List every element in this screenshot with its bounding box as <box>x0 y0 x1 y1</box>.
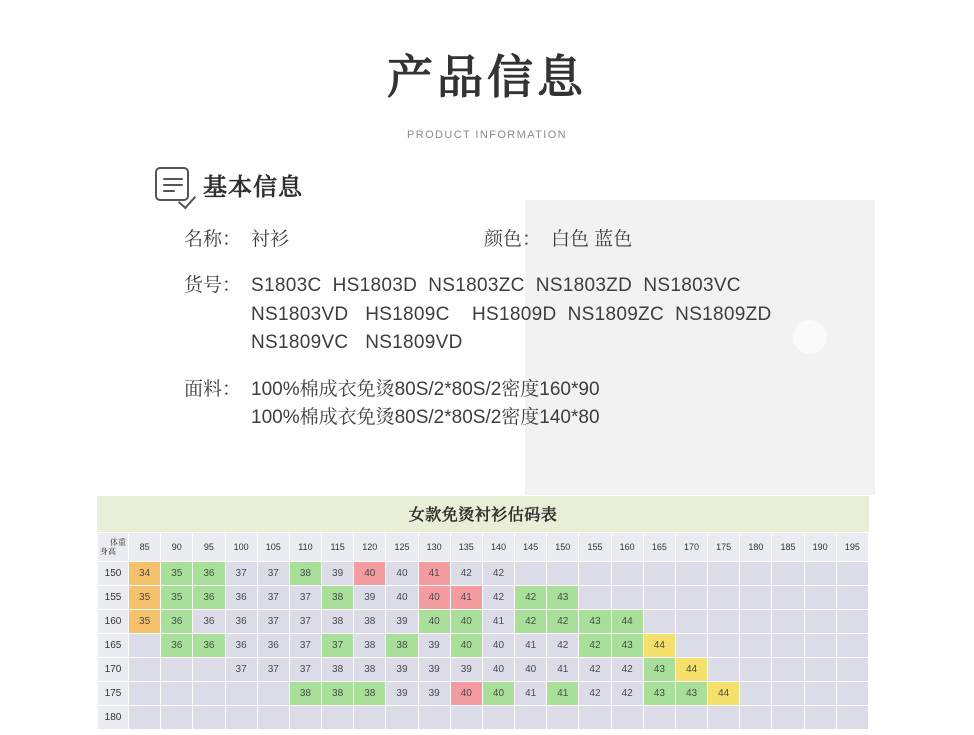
size-table-cell: 36 <box>257 634 289 658</box>
size-table-cell <box>804 634 836 658</box>
size-table-cell <box>225 706 257 730</box>
size-table-row-header: 175 <box>98 682 129 706</box>
size-table-cell: 40 <box>515 658 547 682</box>
size-table-cell: 43 <box>579 610 611 634</box>
size-table-cell <box>193 706 225 730</box>
size-table-cell: 43 <box>643 682 675 706</box>
size-table-cell: 42 <box>482 586 514 610</box>
color-value: 白色 蓝色 <box>551 228 633 250</box>
size-table-cell <box>772 562 804 586</box>
size-table-cell <box>740 586 772 610</box>
size-table-cell <box>675 586 707 610</box>
size-table-cell <box>643 706 675 730</box>
size-table-cell: 40 <box>450 682 482 706</box>
size-table-column-header: 170 <box>675 533 707 562</box>
size-table-cell <box>740 682 772 706</box>
size-table-cell <box>804 682 836 706</box>
size-table-section <box>97 496 869 730</box>
table-row <box>98 562 869 586</box>
size-table-cell <box>836 586 868 610</box>
table-row <box>98 634 869 658</box>
size-table-column-header: 155 <box>579 533 611 562</box>
size-table-cell <box>804 586 836 610</box>
size-table-cell <box>257 682 289 706</box>
size-table-cell <box>836 682 868 706</box>
size-table-column-header: 145 <box>515 533 547 562</box>
size-table-cell: 41 <box>547 658 579 682</box>
size-table-cell <box>354 706 386 730</box>
size-table-cell: 35 <box>129 610 161 634</box>
size-table-column-header: 185 <box>772 533 804 562</box>
size-table-cell <box>547 562 579 586</box>
size-table-cell <box>611 562 643 586</box>
size-table-cell: 35 <box>161 562 193 586</box>
size-table-cell <box>161 682 193 706</box>
size-table-cell <box>772 634 804 658</box>
size-table-cell: 38 <box>322 610 354 634</box>
size-table-cell <box>386 706 418 730</box>
size-table-cell: 39 <box>386 658 418 682</box>
table-row <box>98 706 869 730</box>
size-table-cell: 44 <box>675 658 707 682</box>
size-table-column-header: 125 <box>386 533 418 562</box>
size-table-column-header: 190 <box>804 533 836 562</box>
size-table-title: 女款免烫衬衫估码表 <box>97 496 869 532</box>
size-table-cell <box>547 706 579 730</box>
size-table-cell <box>225 682 257 706</box>
size-table-cell <box>804 706 836 730</box>
item-number-field <box>155 272 974 358</box>
item-number-label: 货号： <box>183 275 241 297</box>
size-table-cell <box>708 634 740 658</box>
size-table-column-header: 90 <box>161 533 193 562</box>
size-table-cell: 42 <box>579 634 611 658</box>
table-row <box>98 658 869 682</box>
size-table-cell <box>515 562 547 586</box>
size-table-cell <box>804 610 836 634</box>
basic-info-section <box>0 141 974 433</box>
size-table-cell <box>772 586 804 610</box>
size-table-cell: 36 <box>193 586 225 610</box>
size-table-cell <box>611 586 643 610</box>
size-table-cell: 41 <box>450 586 482 610</box>
size-table-cell: 40 <box>482 634 514 658</box>
size-table-cell: 39 <box>418 634 450 658</box>
size-table-column-header: 130 <box>418 533 450 562</box>
size-table-cell: 37 <box>225 658 257 682</box>
name-label: 名称： <box>183 228 241 250</box>
size-table-cell <box>322 706 354 730</box>
size-table-cell: 35 <box>161 586 193 610</box>
size-table-cell: 36 <box>225 634 257 658</box>
size-table-cell: 39 <box>386 610 418 634</box>
name-field <box>155 226 455 255</box>
size-table-cell: 44 <box>611 610 643 634</box>
size-table-cell: 37 <box>289 634 321 658</box>
size-table-cell <box>772 706 804 730</box>
table-row <box>98 610 869 634</box>
item-number-line: S1803C HS1803D NS1803ZC NS1803ZD NS1803VC <box>251 275 741 297</box>
size-table-column-header: 105 <box>257 533 289 562</box>
size-table-cell <box>675 562 707 586</box>
size-table-cell <box>675 610 707 634</box>
size-table-cell <box>257 706 289 730</box>
size-table-cell <box>579 586 611 610</box>
fabric-values <box>241 376 600 433</box>
size-table-cell: 42 <box>611 658 643 682</box>
size-table-cell <box>708 586 740 610</box>
size-table-cell <box>740 610 772 634</box>
size-table-cell: 42 <box>611 682 643 706</box>
table-row <box>98 586 869 610</box>
size-table-cell: 42 <box>579 658 611 682</box>
size-table-cell: 37 <box>322 634 354 658</box>
size-table-cell: 36 <box>193 610 225 634</box>
size-table-column-header: 110 <box>289 533 321 562</box>
size-table-cell <box>579 706 611 730</box>
size-table-cell: 37 <box>257 586 289 610</box>
size-table-cell <box>804 562 836 586</box>
size-table-cell: 40 <box>418 586 450 610</box>
size-table-cell: 42 <box>579 682 611 706</box>
size-table-cell: 41 <box>418 562 450 586</box>
size-table-cell <box>643 610 675 634</box>
size-table-column-header: 120 <box>354 533 386 562</box>
size-table-cell: 41 <box>482 610 514 634</box>
size-table-column-header: 85 <box>129 533 161 562</box>
size-table-cell: 35 <box>129 586 161 610</box>
size-table-cell <box>611 706 643 730</box>
basic-info-fields <box>155 226 974 433</box>
fabric-line: 100%棉成衣免烫80S/2*80S/2密度160*90 <box>251 378 600 400</box>
color-label: 颜色： <box>483 228 541 250</box>
size-table-cell <box>836 706 868 730</box>
size-table-cell <box>129 634 161 658</box>
size-table-column-header: 160 <box>611 533 643 562</box>
corner-height-label: 身高 <box>100 547 116 556</box>
size-table-cell: 40 <box>386 586 418 610</box>
fabric-line: 100%棉成衣免烫80S/2*80S/2密度140*80 <box>251 407 600 429</box>
size-table-cell: 40 <box>482 658 514 682</box>
size-table-cell: 42 <box>547 634 579 658</box>
size-table-cell <box>675 706 707 730</box>
size-table-cell: 43 <box>547 586 579 610</box>
size-table-cell: 37 <box>257 658 289 682</box>
size-table-cell: 36 <box>161 634 193 658</box>
size-table-cell <box>708 610 740 634</box>
size-table-cell <box>161 658 193 682</box>
size-table-cell: 43 <box>611 634 643 658</box>
size-table-cell <box>804 658 836 682</box>
size-table-cell: 36 <box>193 634 225 658</box>
size-table-cell <box>772 610 804 634</box>
fabric-label: 面料： <box>183 378 241 400</box>
size-table-cell: 36 <box>161 610 193 634</box>
size-table-column-header: 195 <box>836 533 868 562</box>
size-table-cell: 44 <box>643 634 675 658</box>
size-table-cell <box>675 634 707 658</box>
size-table-cell <box>836 610 868 634</box>
size-table-row-header: 160 <box>98 610 129 634</box>
color-field <box>455 226 632 255</box>
size-table-cell: 40 <box>386 562 418 586</box>
size-table-cell <box>708 658 740 682</box>
size-table-cell: 38 <box>354 634 386 658</box>
size-table-column-header: 150 <box>547 533 579 562</box>
size-table-cell: 39 <box>386 682 418 706</box>
size-table-cell <box>193 658 225 682</box>
size-table-cell <box>643 562 675 586</box>
size-table-cell: 37 <box>257 610 289 634</box>
name-value: 衬衫 <box>251 228 290 250</box>
size-table-cell: 36 <box>225 586 257 610</box>
corner-weight-label: 体重 <box>110 537 126 547</box>
size-table-cell: 38 <box>289 562 321 586</box>
size-table-cell <box>515 706 547 730</box>
size-table-cell: 39 <box>418 682 450 706</box>
size-table-cell: 38 <box>322 682 354 706</box>
item-number-line: NS1809VC NS1809VD <box>251 332 463 354</box>
size-table-cell <box>129 706 161 730</box>
size-table-cell <box>418 706 450 730</box>
fabric-field <box>155 376 974 433</box>
size-table-row-header: 170 <box>98 658 129 682</box>
size-table-cell: 37 <box>257 562 289 586</box>
size-table-cell: 38 <box>289 682 321 706</box>
size-table-cell: 38 <box>386 634 418 658</box>
size-table-cell <box>643 586 675 610</box>
size-table-cell: 40 <box>450 610 482 634</box>
size-table-cell: 36 <box>193 562 225 586</box>
size-table-row-header: 155 <box>98 586 129 610</box>
size-table-cell <box>482 706 514 730</box>
size-table-cell: 37 <box>289 610 321 634</box>
size-table-cell <box>740 706 772 730</box>
size-table-cell: 42 <box>482 562 514 586</box>
size-table-cell: 38 <box>322 658 354 682</box>
basic-info-title: 基本信息 <box>203 173 303 201</box>
size-table-cell: 42 <box>450 562 482 586</box>
size-table-column-header: 95 <box>193 533 225 562</box>
size-table-cell <box>708 562 740 586</box>
size-table-cell: 39 <box>354 586 386 610</box>
size-table-column-header: 180 <box>740 533 772 562</box>
size-table-cell: 34 <box>129 562 161 586</box>
size-table-cell <box>836 658 868 682</box>
size-table <box>97 532 869 730</box>
name-color-row <box>155 226 974 255</box>
item-number-line: NS1803VD HS1809C HS1809D NS1809ZC NS1809ZD <box>251 303 772 325</box>
size-table-column-header: 165 <box>643 533 675 562</box>
size-table-cell <box>740 562 772 586</box>
size-table-cell: 43 <box>643 658 675 682</box>
size-table-column-header: 140 <box>482 533 514 562</box>
size-table-cell: 37 <box>225 562 257 586</box>
size-table-cell <box>836 562 868 586</box>
size-table-cell <box>708 706 740 730</box>
size-table-cell: 40 <box>450 634 482 658</box>
size-table-cell: 42 <box>515 610 547 634</box>
size-table-cell <box>740 658 772 682</box>
size-table-row-header: 165 <box>98 634 129 658</box>
size-table-cell: 42 <box>515 586 547 610</box>
basic-info-header <box>155 167 974 202</box>
size-table-cell <box>129 682 161 706</box>
size-table-cell: 41 <box>515 682 547 706</box>
size-table-cell <box>129 658 161 682</box>
size-table-cell: 43 <box>675 682 707 706</box>
table-row <box>98 682 869 706</box>
page-subtitle: PRODUCT INFORMATION <box>406 128 568 141</box>
size-table-cell: 38 <box>354 610 386 634</box>
size-table-cell: 40 <box>354 562 386 586</box>
size-table-cell <box>161 706 193 730</box>
size-table-cell: 39 <box>322 562 354 586</box>
size-table-cell: 40 <box>482 682 514 706</box>
page-header <box>0 0 974 141</box>
size-table-corner-cell <box>98 533 129 562</box>
size-table-cell: 41 <box>515 634 547 658</box>
size-table-cell: 44 <box>708 682 740 706</box>
size-table-cell <box>772 658 804 682</box>
size-table-cell: 36 <box>225 610 257 634</box>
item-number-values <box>241 272 772 358</box>
size-table-cell: 38 <box>354 682 386 706</box>
size-table-cell: 39 <box>418 658 450 682</box>
size-table-cell: 40 <box>418 610 450 634</box>
size-table-row-header: 150 <box>98 562 129 586</box>
size-table-cell <box>836 634 868 658</box>
page-title: 产品信息 <box>387 51 587 103</box>
size-table-column-header: 115 <box>322 533 354 562</box>
size-table-cell: 38 <box>354 658 386 682</box>
size-table-cell <box>450 706 482 730</box>
size-table-cell: 38 <box>322 586 354 610</box>
size-table-cell: 37 <box>289 658 321 682</box>
size-table-cell: 41 <box>547 682 579 706</box>
size-table-header-row <box>98 533 869 562</box>
size-table-cell <box>289 706 321 730</box>
size-table-column-header: 135 <box>450 533 482 562</box>
size-table-cell: 37 <box>289 586 321 610</box>
size-table-cell <box>740 634 772 658</box>
size-table-cell <box>579 562 611 586</box>
size-table-column-header: 100 <box>225 533 257 562</box>
size-table-cell <box>772 682 804 706</box>
size-table-cell <box>193 682 225 706</box>
size-table-row-header: 180 <box>98 706 129 730</box>
size-table-cell: 39 <box>450 658 482 682</box>
document-check-icon <box>155 167 189 201</box>
size-table-column-header: 175 <box>708 533 740 562</box>
size-table-cell: 42 <box>547 610 579 634</box>
